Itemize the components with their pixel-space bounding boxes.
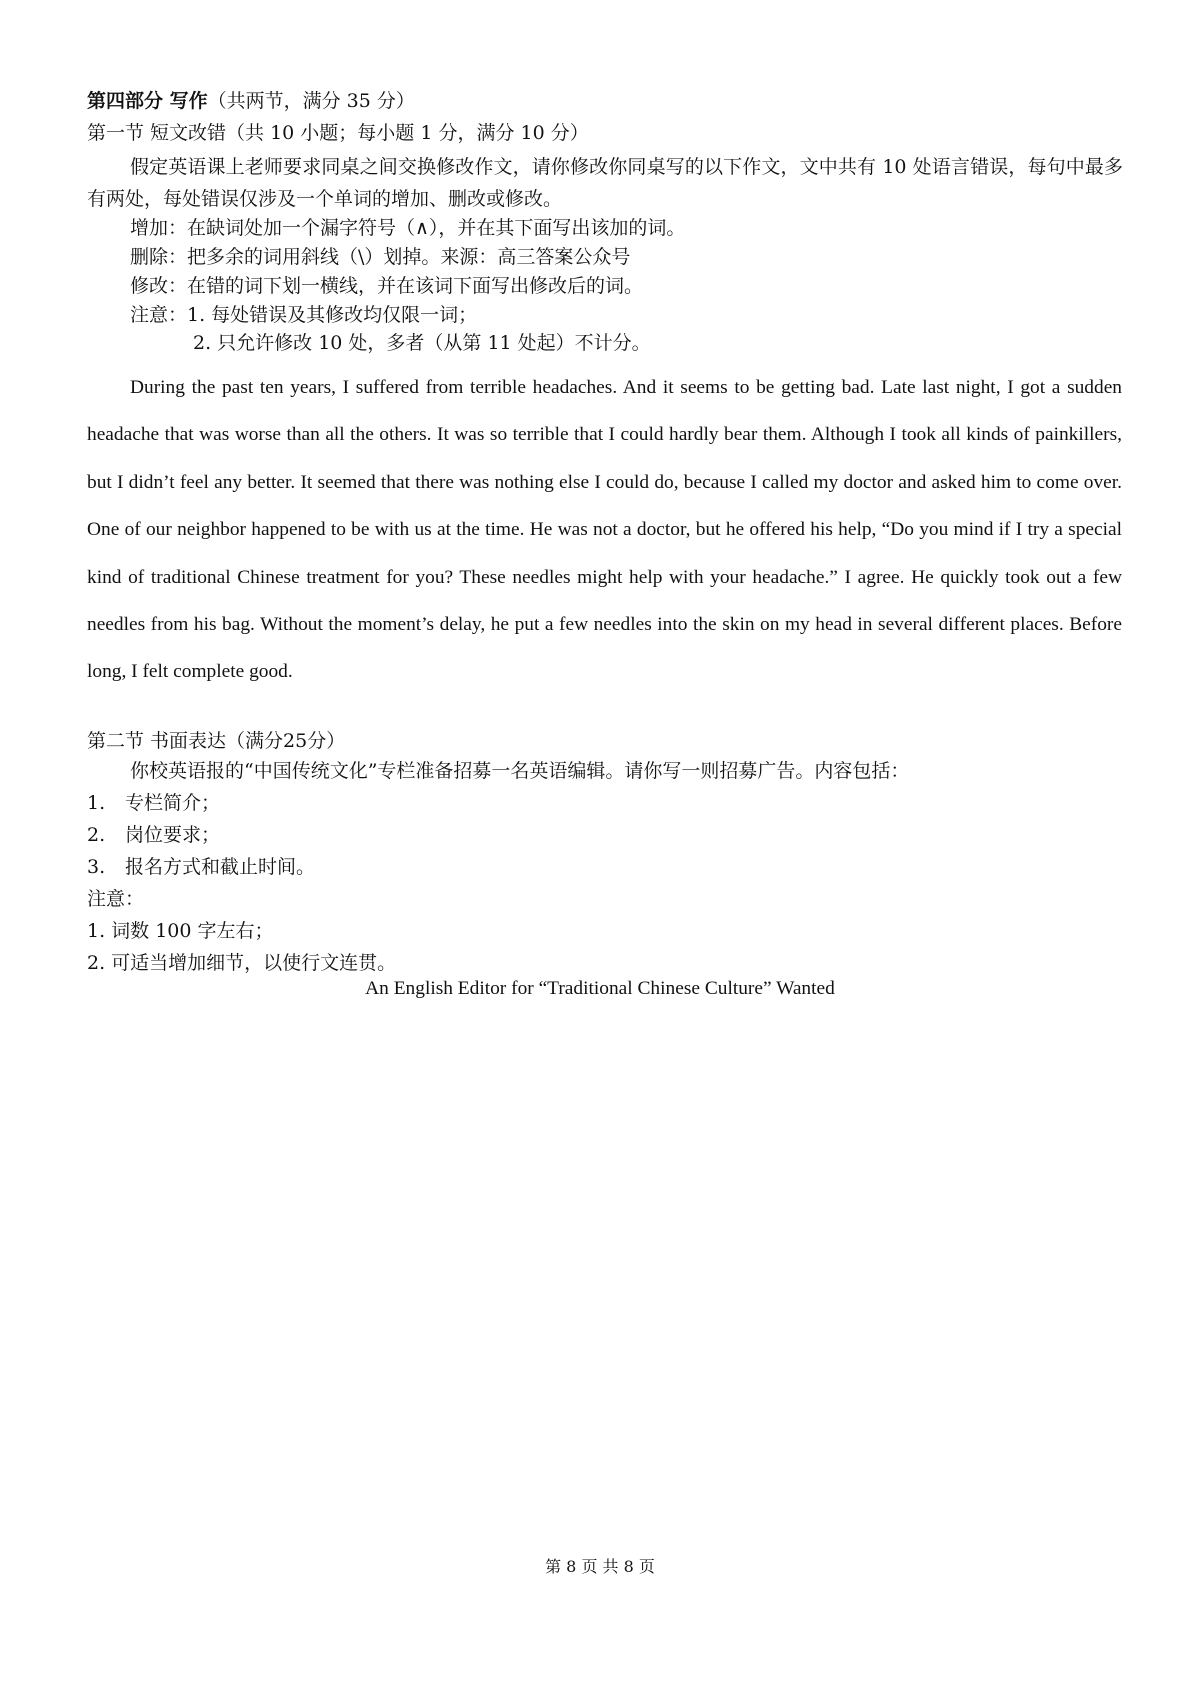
section1-note [130,302,477,329]
rule-delete: 删除：把多余的词用斜线（\）划掉。来源：高三答案公众号 [130,246,631,268]
error-correction-passage: During the past ten years, I suffered from terrible headaches. And it seems to be getting bad. Late last night, I got a sudden headache that was worse than all the others. It was so terrible that I could hardly bear them. Although I took all kinds of painkillers, but I didn’t feel any better. It seemed that there was nothing else I could do, because I called my doctor and asked him to come over. One of our neighbor happened to be with us at the time. He was not a doctor, but he offered his help, “Do you mind if I try a special kind of traditional Chinese treatment for you? These needles might help with your headache.” I agree. He quickly took out a few needles from his bag. Without the moment’s delay, he put a few needles into the skin on my head in several different places. Before long, I felt complete good. [87,377,1122,683]
section2-note-label: 注意： [87,888,145,910]
rule-add: 增加：在缺词处加一个漏字符号（∧），并在其下面写出该加的词。 [130,217,686,239]
content-item [87,790,220,817]
content-item-text: 岗位要求； [125,824,221,846]
content-item [87,822,220,849]
section1-heading: 第一节 短文改错（共 10 小题；每小题 1 分，满分 10 分） [87,122,589,144]
section1-note-label: 注意： [130,304,188,326]
page-footer: 第 8 页 共 8 页 [545,1557,655,1576]
writing-title: An English Editor for “Traditional Chinese Culture” Wanted [365,978,835,999]
content-item-num: 2. [87,824,106,846]
content-item [87,854,315,881]
part-heading-rest: （共两节，满分 35 分） [207,90,415,112]
rule-modify: 修改：在错的词下划一横线，并在该词下面写出修改后的词。 [130,275,644,297]
section1-note-1: 1. 每处错误及其修改均仅限一词； [187,304,478,326]
section2-instruction: 你校英语报的“中国传统文化”专栏准备招募一名英语编辑。请你写一则招募广告。内容包括： [130,760,910,782]
section1-instruction: 假定英语课上老师要求同桌之间交换修改作文，请你修改你同桌写的以下作文，文中共有 10 处语言错误，每句中最多有两处，每处错误仅涉及一个单词的增加、删改或修改。 [87,156,1123,210]
section2-note-1: 1. 词数 100 字左右； [87,920,274,942]
part-heading-bold: 第四部分 写作 [87,90,208,112]
section1-note-2: 2. 只允许修改 10 处，多者（从第 11 处起）不计分。 [193,332,651,354]
part-heading [87,88,415,115]
content-item-text: 报名方式和截止时间。 [125,856,316,878]
section2-heading: 第二节 书面表达（满分25分） [87,730,346,752]
section2-note-2: 2. 可适当增加细节，以使行文连贯。 [87,952,397,974]
content-item-num: 1. [87,792,106,814]
content-item-num: 3. [87,856,106,878]
content-item-text: 专栏简介； [125,792,221,814]
